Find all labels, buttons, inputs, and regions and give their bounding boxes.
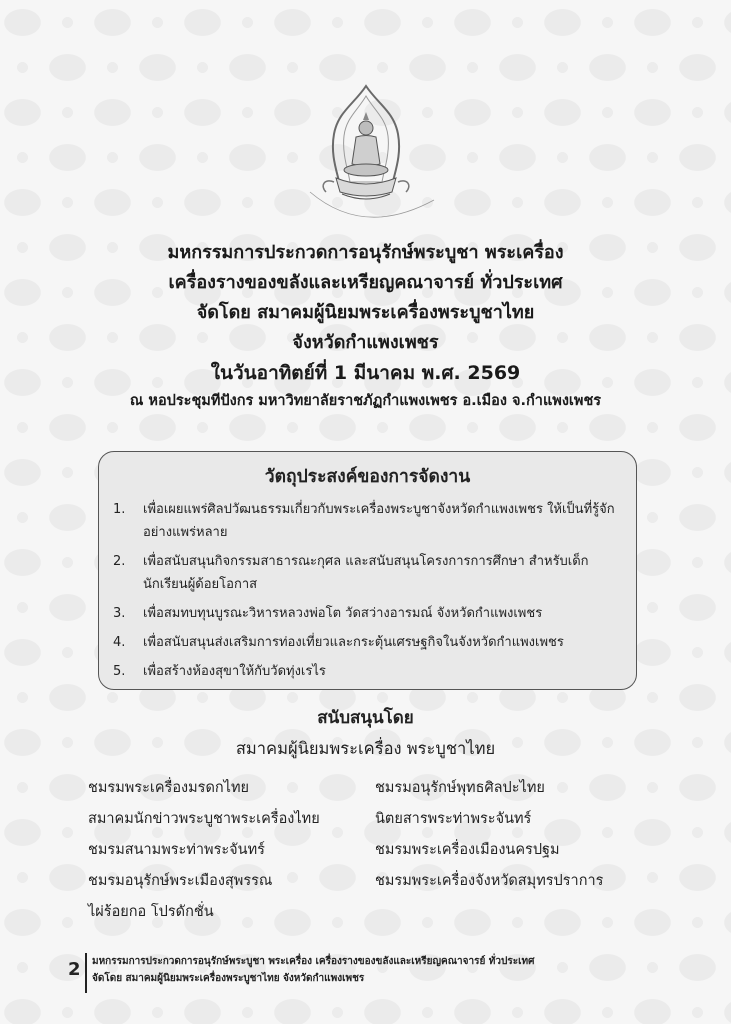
province-line: จังหวัดกำแพงเพชร: [292, 332, 439, 353]
list-item: [113, 602, 623, 625]
support-title: สนับสนุนโดย: [317, 708, 414, 728]
sponsor-item: ชมรมอนุรักษ์พุทธศิลปะไทย: [375, 780, 545, 796]
footer-line-2: จัดโดย สมาคมผู้นิยมพระเครื่องพระบูชาไทย จังหวัดกำแพงเพชร: [92, 973, 365, 984]
sponsor-item: ชมรมพระเครื่องมรดกไทย: [88, 780, 250, 796]
list-item-number: 3.: [113, 606, 126, 621]
sponsor-list-left: [88, 773, 320, 928]
sponsor-item: ไผ่ร้อยกอ โปรดักชั่น: [88, 904, 214, 920]
list-item: [113, 550, 623, 596]
list-item-text: เพื่อเผยแพร่ศิลปวัฒนธรรมเกี่ยวกับพระเครื่องพระบูชาจังหวัดกำแพงเพชร ให้เป็นที่รู้จักอย่างแพร่หลาย: [143, 502, 615, 540]
event-title-line-2: เครื่องรางของขลังและเหรียญคณาจารย์ ทั่วประเทศ: [168, 272, 563, 293]
objectives-title: วัตถุประสงค์ของการจัดงาน: [264, 467, 471, 487]
list-item-number: 1.: [113, 502, 126, 517]
list-item-text: เพื่อสนับสนุนกิจกรรมสาธารณะกุศล และสนับสนุนโครงการการศึกษา สำหรับเด็กนักเรียนผู้ด้อยโอกาส: [143, 554, 589, 592]
sponsor-item: ชมรมพระเครื่องจังหวัดสมุทรปราการ: [375, 873, 604, 889]
sponsor-item: นิตยสารพระท่าพระจันทร์: [375, 811, 532, 827]
organizer-line: จัดโดย สมาคมผู้นิยมพระเครื่องพระบูชาไทย: [196, 302, 535, 323]
sponsor-item: สมาคมนักข่าวพระบูชาพระเครื่องไทย: [88, 811, 320, 827]
footer-divider: [85, 953, 87, 993]
list-item-number: 4.: [113, 635, 126, 650]
support-main-sponsor: สมาคมผู้นิยมพระเครื่อง พระบูชาไทย: [235, 739, 496, 758]
list-item: [113, 660, 623, 683]
sponsor-list-right: [375, 773, 603, 897]
sponsor-item: ชมรมสนามพระท่าพระจันทร์: [88, 842, 265, 858]
list-item-text: เพื่อสนับสนุนส่งเสริมการท่องเที่ยวและกระตุ้นเศรษฐกิจในจังหวัดกำแพงเพชร: [143, 635, 564, 650]
event-title-block: [0, 238, 731, 414]
list-item-text: เพื่อสมทบทุนบูรณะวิหารหลวงพ่อโต วัดสว่างอารมณ์ จังหวัดกำแพงเพชร: [143, 606, 543, 621]
list-item-text: เพื่อสร้างห้องสุขาให้กับวัดทุ่งเรไร: [143, 664, 326, 679]
list-item-number: 5.: [113, 664, 126, 679]
page-number: 2: [68, 959, 81, 980]
event-date: ในวันอาทิตย์ที่ 1 มีนาคม พ.ศ. 2569: [210, 362, 521, 384]
sponsor-item: ชมรมพระเครื่องเมืองนครปฐม: [375, 842, 560, 858]
footer-line-1: มหกรรมการประกวดการอนุรักษ์พระบูชา พระเครื่อง เครื่องรางของขลังและเหรียญคณาจารย์ ทั่วประเทศ: [92, 956, 535, 967]
objectives-box: [98, 451, 637, 690]
list-item-number: 2.: [113, 554, 126, 569]
sponsor-item: ชมรมอนุรักษ์พระเมืองสุพรรณ: [88, 873, 273, 889]
list-item: [113, 631, 623, 654]
page-footer: [68, 953, 668, 993]
buddha-image-association-logo-icon: [276, 82, 456, 232]
footer-text: [92, 953, 534, 987]
list-item: [113, 498, 623, 544]
event-title-line-1: มหกรรมการประกวดการอนุรักษ์พระบูชา พระเครื่อง: [167, 242, 564, 263]
event-venue: ณ หอประชุมทีปังกร มหาวิทยาลัยราชภัฏกำแพงเพชร อ.เมือง จ.กำแพงเพชร: [129, 393, 602, 409]
objectives-list: [113, 498, 623, 689]
